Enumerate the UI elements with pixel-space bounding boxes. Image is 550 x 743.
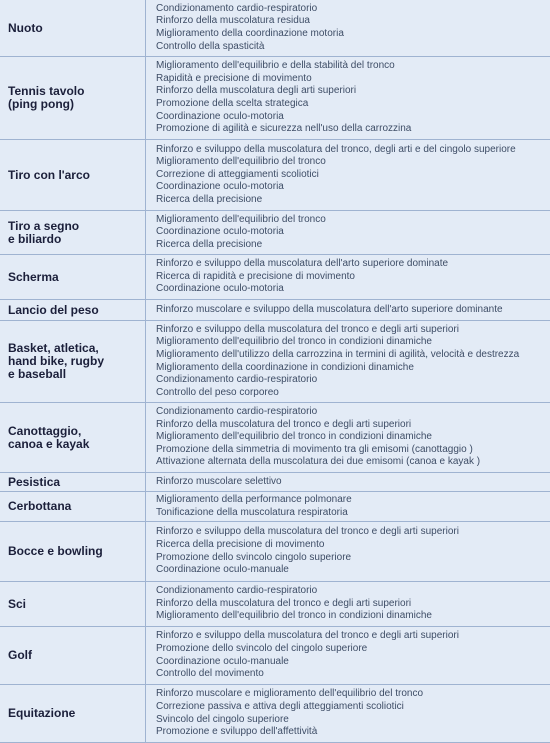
benefit-item: Ricerca della precisione [156,238,263,250]
benefit-item: Miglioramento dell'equilibrio e della stabilità del tronco [156,60,395,72]
benefits-list [156,522,546,581]
sport-name: Bocce e bowling [0,522,146,581]
table-row [0,522,550,582]
benefit-item: Attivazione alternata della muscolatura dei due emisomi (canoa e kayak ) [156,456,481,468]
table-row [0,685,550,743]
sport-name: Sci [0,582,146,626]
benefit-item: Rinforzo e sviluppo della muscolatura del tronco e degli arti superiori [156,526,459,538]
sport-name: Scherma [0,255,146,299]
benefit-item: Correzione passiva e attiva degli atteggiamenti scoliotici [156,700,404,712]
benefits-list [156,321,546,402]
sport-name: Equitazione [0,685,146,742]
benefit-item: Condizionamento cardio-respiratorio [156,2,318,14]
benefit-item: Miglioramento della coordinazione motoria [156,28,344,39]
benefit-item: Promozione dello svincolo cingolo superiore [156,551,352,563]
table-row [0,255,550,300]
benefit-item: Coordinazione oculo-manuale [156,564,289,576]
benefit-item: Svincolo del cingolo superiore [156,713,289,725]
benefits-list [156,140,546,210]
benefit-item: Condizionamento cardio-respiratorio [156,374,318,386]
benefits-list [156,255,546,299]
benefit-item: Controllo della spasticità [156,40,265,52]
sport-name [0,403,146,472]
benefits-list [156,627,546,684]
benefit-item: Controllo del peso corporeo [156,386,279,398]
benefit-item: Rinforzo della muscolatura degli arti superiori [156,85,357,97]
benefit-item: Rinforzo della muscolatura residua [156,15,310,27]
table-row [0,211,550,255]
benefit-item: Condizionamento cardio-respiratorio [156,585,318,597]
table-row [0,492,550,522]
benefits-list [156,300,546,320]
benefit-item: Miglioramento dell'equilibrio del tronco in condizioni dinamiche [156,336,432,348]
table-row [0,582,550,627]
benefit-item: Coordinazione oculo-motoria [156,181,284,193]
benefits-list [156,0,546,56]
sport-name-text: Canottaggio, canoa e kayak [8,423,90,451]
table-row [0,627,550,685]
benefits-list [156,211,546,254]
benefit-item: Rinforzo e sviluppo della muscolatura del tronco e degli arti superiori [156,323,459,335]
table-row [0,300,550,321]
benefit-item: Promozione della scelta strategica [156,98,309,109]
benefit-item: Promozione e sviluppo dell'affettività [156,726,318,738]
benefits-list [156,403,546,472]
benefit-item: Rinforzo muscolare selettivo [156,475,282,487]
table-row [0,140,550,211]
benefits-list [156,57,546,139]
benefit-item: Condizionamento cardio-respiratorio [156,406,318,418]
benefit-item: Coordinazione oculo-manuale [156,655,289,667]
table-row [0,57,550,140]
benefit-item: Miglioramento dell'equilibrio del tronco in condizioni dinamiche [156,431,432,443]
benefit-item: Controllo del movimento [156,668,264,680]
benefit-item: Ricerca della precisione di movimento [156,538,325,550]
benefit-item: Rinforzo e sviluppo della muscolatura dell'arto superiore dominate [156,258,449,270]
table-row [0,321,550,403]
table-row [0,0,550,57]
sport-name-text: Tiro a segno e biliardo [8,218,80,246]
benefit-item: Miglioramento dell'equilibrio del tronco [156,213,326,225]
sport-name: Tiro con l'arco [0,140,146,210]
benefit-item: Tonificazione della muscolatura respiratoria [156,506,348,518]
benefit-item: Miglioramento dell'equilibrio del tronco [156,156,326,168]
sport-name-text: Tennis tavolo (ping pong) [8,84,85,111]
benefit-item: Coordinazione oculo-motoria [156,110,284,122]
sport-name: Lancio del peso [0,300,146,320]
benefit-item: Rapidità e precisione di movimento [156,72,312,84]
benefit-item: Rinforzo della muscolatura del tronco e degli arti superiori [156,597,412,609]
table-row [0,473,550,492]
sport-name: Golf [0,627,146,684]
benefits-list [156,473,546,491]
table-row [0,403,550,473]
benefit-item: Miglioramento della performance polmonare [156,493,352,505]
benefit-item: Coordinazione oculo-motoria [156,283,284,295]
sport-name: Pesistica [0,473,146,491]
benefits-list [156,582,546,626]
benefit-item: Rinforzo e sviluppo della muscolatura del tronco, degli arti e del cingolo superiore [156,143,516,155]
sport-name: Nuoto [0,0,146,56]
benefit-item: Miglioramento della coordinazione in condizioni dinamiche [156,361,414,373]
benefit-item: Rinforzo muscolare e sviluppo della muscolatura dell'arto superiore dominante [156,303,503,315]
benefit-item: Ricerca della precisione [156,193,263,205]
benefit-item: Promozione dello svincolo del cingolo superiore [156,642,368,654]
sport-name: Cerbottana [0,492,146,521]
benefit-item: Rinforzo muscolare e miglioramento dell'equilibrio del tronco [156,688,424,700]
benefit-item: Miglioramento dell'equilibrio del tronco in condizioni dinamiche [156,610,432,622]
benefit-item: Miglioramento dell'utilizzo della carrozzina in termini di agilità, velocità e destrezza [156,348,520,360]
sport-name [0,57,146,139]
benefits-list [156,492,546,521]
benefit-item: Promozione di agilità e sicurezza nell'uso della carrozzina [156,123,412,135]
benefit-item: Ricerca di rapidità e precisione di movimento [156,270,355,282]
sport-name-text: Basket, atletica, hand bike, rugby e baseball [8,341,105,381]
benefit-item: Correzione di atteggiamenti scoliotici [156,168,319,180]
sport-name [0,211,146,254]
benefit-item: Rinforzo e sviluppo della muscolatura del tronco e degli arti superiori [156,630,459,642]
sport-name [0,321,146,402]
benefit-item: Rinforzo della muscolatura del tronco e degli arti superiori [156,418,412,430]
benefits-list [156,685,546,742]
benefit-item: Coordinazione oculo-motoria [156,226,284,238]
benefit-item: Promozione della simmetria di movimento tra gli emisomi (canottaggio ) [156,443,473,455]
